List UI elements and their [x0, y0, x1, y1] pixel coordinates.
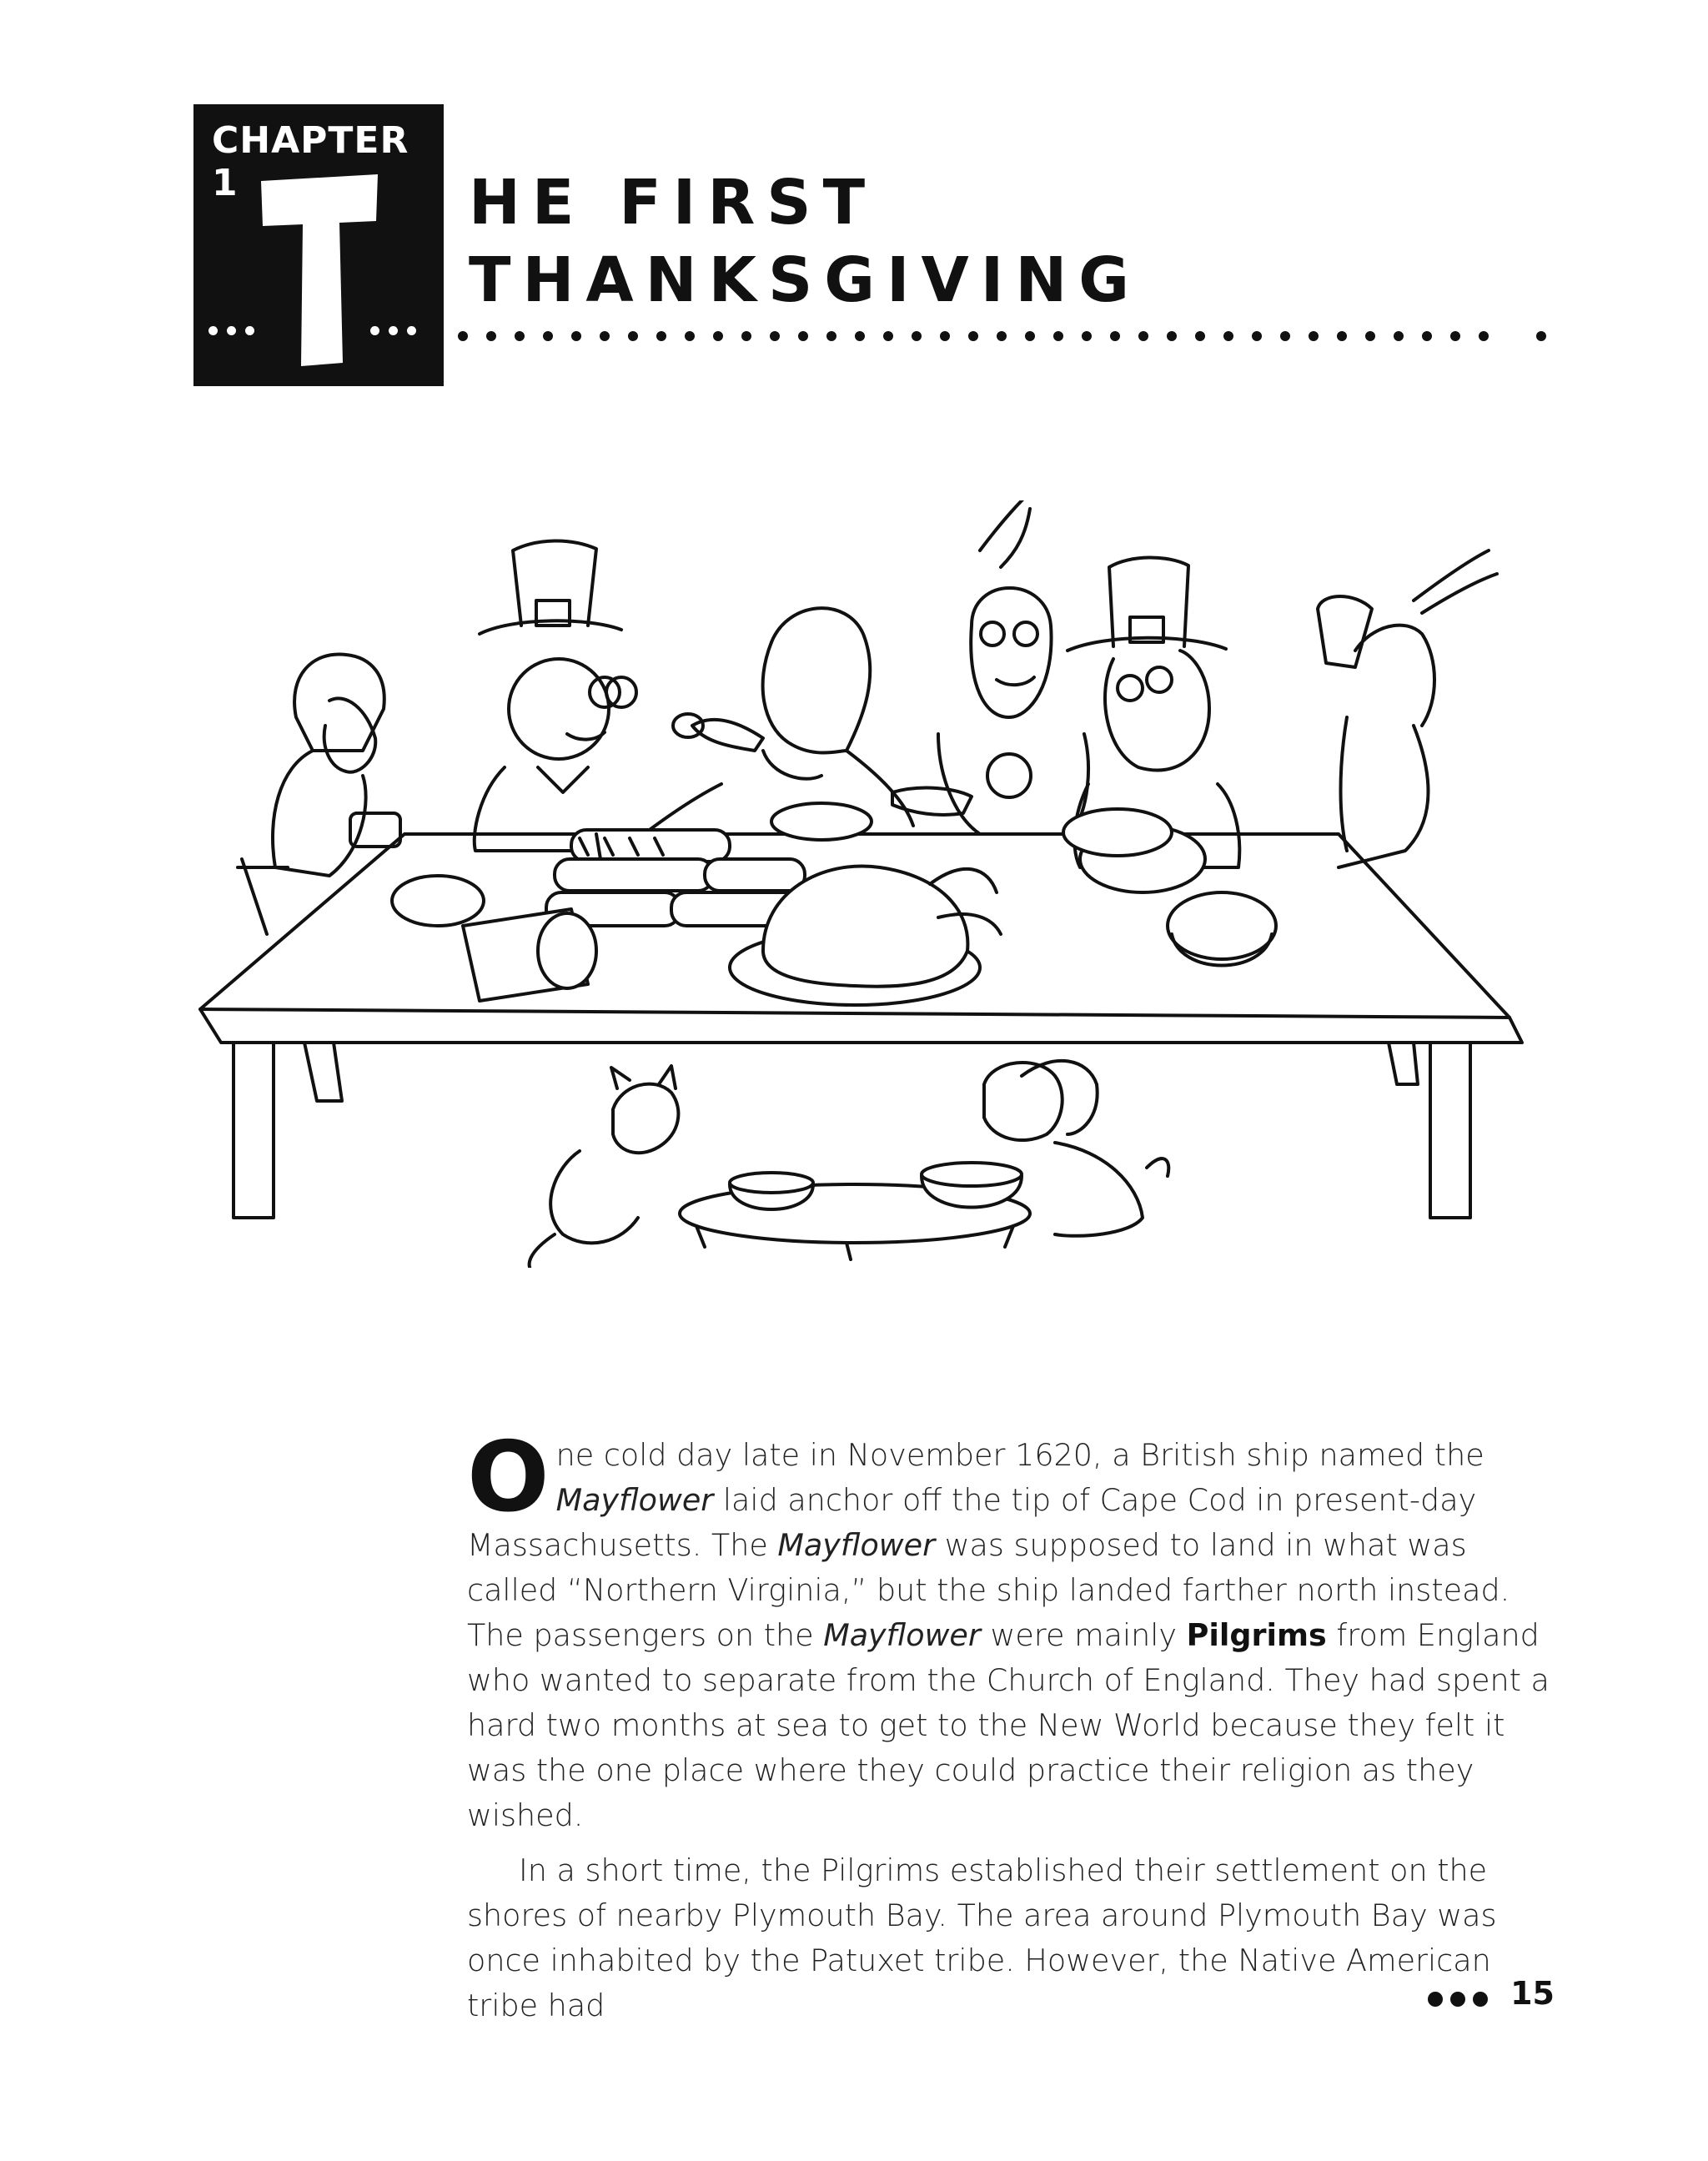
- rule-dot: [1422, 331, 1432, 341]
- rule-dot: [571, 331, 581, 341]
- rule-dot: [912, 331, 922, 341]
- rule-dot: [458, 331, 468, 341]
- drop-letter-t: [256, 169, 381, 369]
- rule-dot: [1025, 331, 1035, 341]
- rule-dot: [515, 331, 525, 341]
- rule-dot: [685, 331, 695, 341]
- rule-dot: [883, 331, 893, 341]
- rule-dot: [1252, 331, 1262, 341]
- rule-dot: [1223, 331, 1233, 341]
- ship-name: Mayflower: [823, 1617, 981, 1653]
- native-man-center: [892, 500, 1088, 834]
- chapter-title-line-1: HE FIRST: [469, 167, 877, 239]
- p1-segment: from England who wanted to separate from the Church of England. They had spent a hard two months at sea to get to the New World because they felt it was the one place where they could practice their religion as they wished.: [467, 1617, 1550, 1833]
- bread-loaf: [463, 909, 596, 1001]
- pilgrim-eating-drumstick: [673, 608, 913, 826]
- chapter-header-box: [193, 104, 444, 386]
- ship-name: Mayflower: [555, 1482, 714, 1518]
- rule-dot: [656, 331, 666, 341]
- dotted-rule: [457, 330, 1550, 342]
- rule-dot: [486, 331, 496, 341]
- article-body: [467, 1421, 1560, 2028]
- page-footer: [1428, 1975, 1555, 2014]
- rule-dot: [628, 331, 638, 341]
- box-dots-left: [208, 323, 264, 339]
- rule-dot: [997, 331, 1007, 341]
- glossary-term: Pilgrims: [1186, 1617, 1327, 1653]
- paragraph-1: [467, 1421, 1560, 1838]
- rule-dot: [968, 331, 978, 341]
- rule-dot: [1110, 331, 1120, 341]
- native-drinking: [1318, 550, 1497, 867]
- p1-segment: were mainly: [980, 1617, 1187, 1653]
- rule-dot: [1536, 331, 1546, 341]
- chapter-title-line-2: THANKSGIVING: [469, 244, 1141, 316]
- rule-dot: [1195, 331, 1205, 341]
- thanksgiving-feast-illustration: [188, 500, 1555, 1268]
- rule-dot: [1138, 331, 1148, 341]
- footer-dots: [1428, 1978, 1495, 2014]
- rule-dot: [543, 331, 553, 341]
- pilgrim-man-1: [475, 540, 721, 851]
- rule-dot: [1365, 331, 1375, 341]
- rule-dot: [741, 331, 751, 341]
- rule-dot: [713, 331, 723, 341]
- ship-name: Mayflower: [777, 1527, 936, 1563]
- drop-cap: O: [467, 1421, 550, 1534]
- rule-dot: [770, 331, 780, 341]
- p1-segment: was supposed to land in what was called “Northern Virginia,” but the ship landed farther north instead. The passengers on the: [467, 1527, 1510, 1653]
- rule-dot: [1337, 331, 1347, 341]
- rule-dot: [798, 331, 808, 341]
- cat: [530, 1066, 679, 1268]
- pet-food-tray: [680, 1163, 1030, 1259]
- page-number: 15: [1510, 1975, 1555, 2012]
- rule-dot: [1082, 331, 1092, 341]
- rule-dot: [940, 331, 950, 341]
- rule-dot: [1309, 331, 1319, 341]
- paragraph-2: In a short time, the Pilgrims established their settlement on the shores of nearby Plymouth Bay. The area around Plymouth Bay was once inhabited by the Patuxet tribe. However, the Native American tribe had: [467, 1852, 1497, 2023]
- rule-dot: [1167, 331, 1177, 341]
- p1-segment: ne cold day late in November 1620, a British ship named the: [555, 1437, 1484, 1473]
- rule-dot: [1280, 331, 1290, 341]
- box-dots-right: [370, 323, 425, 339]
- rule-dot: [826, 331, 836, 341]
- rule-dot: [1053, 331, 1063, 341]
- chapter-label: CHAPTER 1: [212, 119, 409, 204]
- rule-dot: [1479, 331, 1489, 341]
- rule-dot: [600, 331, 610, 341]
- rule-dot: [1394, 331, 1404, 341]
- rule-dot: [855, 331, 865, 341]
- rule-dot: [1450, 331, 1460, 341]
- p1-segment: laid anchor off the tip of Cape Cod in present-day Massachusetts. The: [467, 1482, 1477, 1563]
